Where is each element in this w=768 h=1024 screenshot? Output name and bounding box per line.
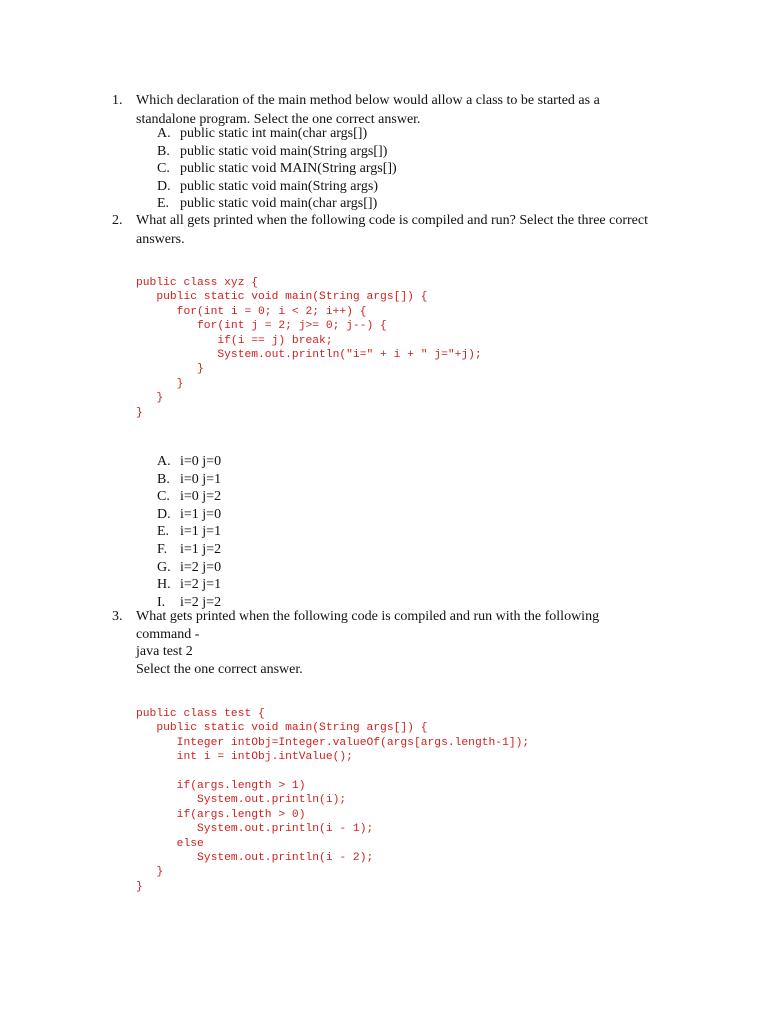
option-letter: F.: [157, 541, 168, 557]
code-line: int i = intObj.intValue();: [136, 751, 353, 764]
option-text: i=1 j=1: [180, 524, 222, 540]
code-line: for(int i = 0; i < 2; i++) {: [136, 305, 367, 318]
code-line: public class xyz {: [136, 277, 259, 289]
question-1-option: [157, 195, 397, 213]
question-1-option: [157, 160, 397, 178]
question-2-text: What all gets printed when the following code is compiled and run? Select the three correct answers.: [136, 213, 648, 247]
question-3-text: [136, 608, 656, 679]
option-text: i=2 j=0: [180, 559, 222, 575]
question-2-option: [157, 576, 221, 594]
option-letter: D.: [157, 506, 171, 522]
question-3-instruction: Select the one correct answer.: [136, 662, 303, 678]
option-letter: D.: [157, 178, 171, 194]
code-line: public static void main(String args[]) {: [136, 722, 428, 735]
question-2-option: [157, 453, 221, 471]
code-line: if(args.length > 0): [136, 808, 306, 821]
question-2-option: [157, 488, 221, 506]
question-2-option: [157, 541, 221, 559]
option-letter: C.: [157, 161, 170, 177]
question-2-option: [157, 471, 221, 489]
code-line: }: [136, 392, 164, 405]
code-line: else: [136, 837, 204, 850]
question-2-option: [157, 506, 221, 524]
option-text: i=0 j=0: [180, 454, 222, 469]
code-line: [136, 765, 529, 779]
code-line: public class test {: [136, 708, 265, 720]
code-line: System.out.println(i - 2);: [136, 851, 374, 864]
code-line: }: [136, 406, 143, 419]
code-line: }: [136, 363, 204, 376]
option-text: public static void main(char args[]): [180, 196, 378, 212]
question-3-command: java test 2: [136, 644, 193, 660]
option-letter: G.: [157, 559, 171, 575]
question-3-code-block: [136, 707, 529, 894]
option-letter: B.: [157, 143, 170, 159]
code-line: for(int j = 2; j>= 0; j--) {: [136, 320, 387, 333]
code-line: }: [136, 866, 164, 879]
question-2-code-block: [136, 276, 482, 420]
question-2-number: 2.: [112, 213, 123, 228]
code-line: System.out.println("i=" + i + " j="+j);: [136, 348, 482, 361]
option-text: i=0 j=1: [180, 471, 222, 487]
option-text: public static void MAIN(String args[]): [180, 161, 397, 177]
option-text: public static int main(char args[]): [180, 126, 368, 141]
option-text: i=1 j=2: [180, 541, 222, 557]
option-letter: I.: [157, 594, 166, 610]
code-line: if(i == j) break;: [136, 334, 333, 347]
question-1-text: Which declaration of the main method below would allow a class to be started as a standalone program. Select the one correct answer.: [136, 93, 600, 127]
question-2-option: [157, 523, 221, 541]
option-text: i=1 j=0: [180, 506, 222, 522]
option-letter: E.: [157, 524, 170, 540]
code-line: Integer intObj=Integer.valueOf(args[args.length-1]);: [136, 736, 530, 749]
option-text: public static void main(String args): [180, 178, 379, 194]
question-3-text-line: command -: [136, 626, 200, 642]
option-letter: A.: [157, 126, 171, 141]
code-line: System.out.println(i);: [136, 794, 347, 807]
option-letter: C.: [157, 489, 170, 505]
question-1-number: 1.: [112, 93, 123, 108]
code-line: }: [136, 880, 143, 893]
question-2-options: [157, 453, 221, 611]
question-2-option: [157, 559, 221, 577]
option-letter: H.: [157, 577, 171, 593]
code-line: }: [136, 377, 184, 390]
question-3-text-line: What gets printed when the following code is compiled and run with the following: [136, 609, 600, 624]
question-1-option: [157, 125, 397, 143]
question-1-option: [157, 143, 397, 161]
code-line: public static void main(String args[]) {: [136, 291, 428, 304]
option-letter: E.: [157, 196, 170, 212]
question-3-number: 3.: [112, 609, 123, 624]
option-letter: A.: [157, 454, 171, 469]
question-1-option: [157, 178, 397, 196]
code-line: if(args.length > 1): [136, 779, 306, 792]
option-text: i=0 j=2: [180, 489, 222, 505]
option-text: i=2 j=2: [180, 594, 222, 610]
question-1-options: [157, 125, 397, 213]
option-text: public static void main(String args[]): [180, 143, 388, 159]
option-text: i=2 j=1: [180, 577, 222, 593]
option-letter: B.: [157, 471, 170, 487]
code-line: System.out.println(i - 1);: [136, 823, 374, 836]
